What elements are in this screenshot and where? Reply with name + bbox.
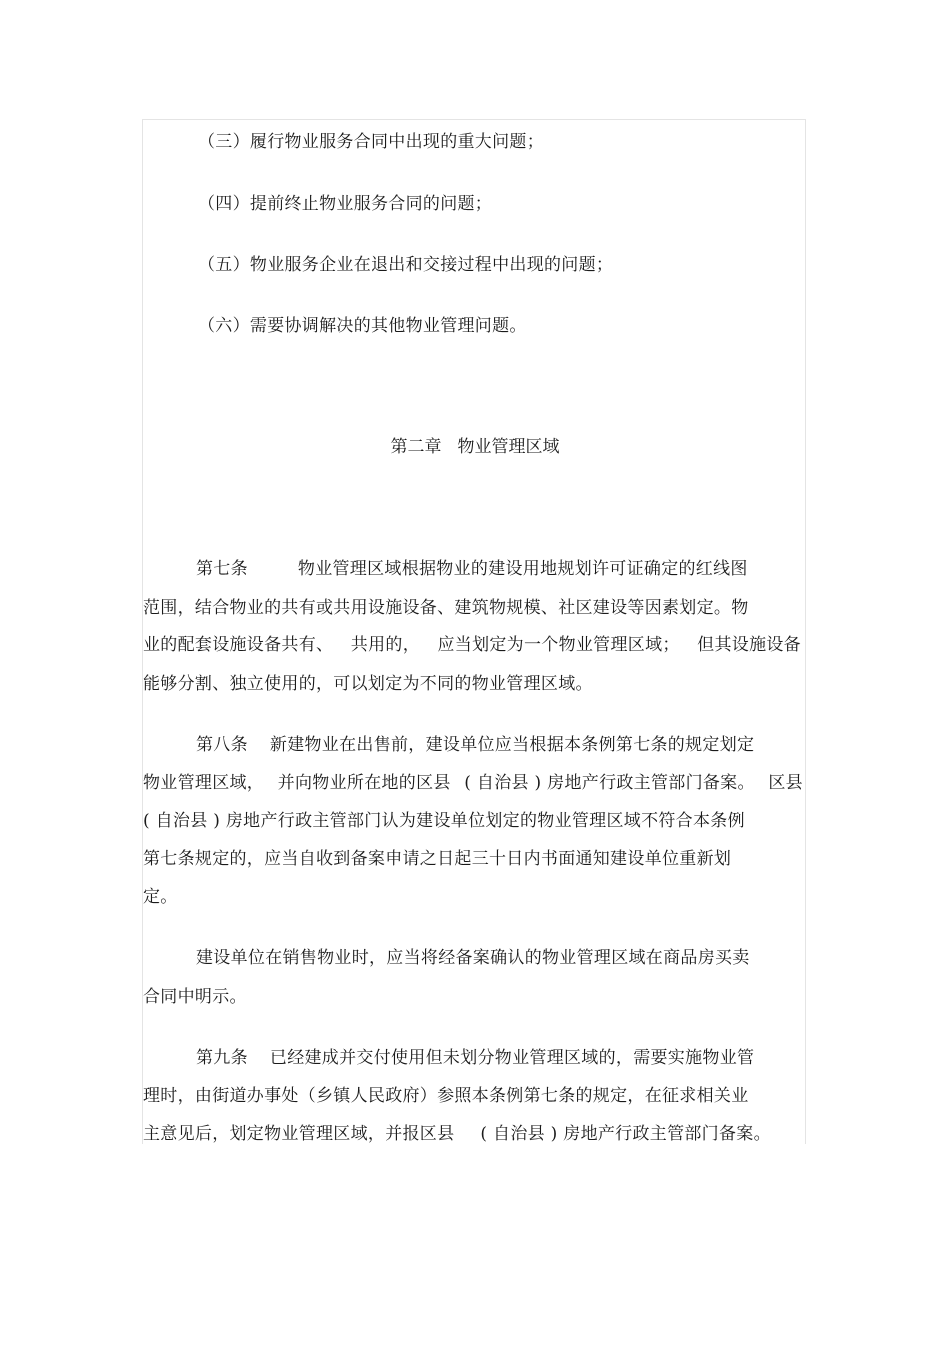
article-8-para2-line-1: 建设单位在销售物业时，应当将经备案确认的物业管理区域在商品房买卖 <box>196 948 750 968</box>
list-item-6: （六）需要协调解决的其他物业管理问题。 <box>198 316 527 336</box>
chapter-title <box>0 436 950 458</box>
article-7-line-2: 范围，结合物业的共有或共用设施设备、建筑物规模、社区建设等因素划定。物 <box>143 598 749 618</box>
article-8-line-4: 第七条规定的，应当自收到备案申请之日起三十日内书面通知建设单位重新划 <box>143 849 732 869</box>
list-item-5: （五）物业服务企业在退出和交接过程中出现的问题； <box>198 255 614 275</box>
article-8-text: 新建物业在出售前，建设单位应当根据本条例第七条的规定划定 <box>269 735 755 755</box>
article-8-first-line <box>196 734 754 756</box>
article-7-seg-b: 共用的， <box>350 635 420 655</box>
article-7-line-3 <box>143 634 801 656</box>
article-8-seg-b: 并向物业所在地的区县 <box>277 773 451 793</box>
article-8-para2-line-2: 合同中明示。 <box>143 987 247 1007</box>
article-7-text: 物业管理区域根据物业的建设用地规划许可证确定的红线图 <box>297 559 748 579</box>
article-9-seg-b: ( 自治县 ) 房地产行政主管部门备案。 <box>480 1124 771 1144</box>
article-9-label: 第九条 <box>196 1048 248 1068</box>
chapter-number: 第二章 <box>390 437 442 457</box>
article-9-line-2: 理时，由街道办事处（乡镇人民政府）参照本条例第七条的规定，在征求相关业 <box>143 1086 749 1106</box>
article-9-line-3 <box>143 1123 771 1145</box>
article-9-text: 已经建成并交付使用但未划分物业管理区域的，需要实施物业管 <box>269 1048 755 1068</box>
article-8-seg-d: 区县 <box>768 773 803 793</box>
article-9-seg-a: 主意见后，划定物业管理区域，并报区县 <box>143 1124 455 1144</box>
article-7-line-4: 能够分割、独立使用的，可以划定为不同的物业管理区域。 <box>143 674 593 694</box>
chapter-name: 物业管理区域 <box>457 437 560 457</box>
list-item-3: （三）履行物业服务合同中出现的重大问题； <box>198 132 544 152</box>
article-8-line-5: 定。 <box>143 887 178 907</box>
article-7-first-line <box>196 558 748 580</box>
article-7-label: 第七条 <box>196 559 248 579</box>
article-9-first-line <box>196 1047 754 1069</box>
article-8-seg-a: 物业管理区域， <box>143 773 265 793</box>
article-7-seg-d: 但其设施设备 <box>697 635 801 655</box>
article-8-seg-c: ( 自治县 ) 房地产行政主管部门备案。 <box>464 773 755 793</box>
list-item-4: （四）提前终止物业服务合同的问题； <box>198 194 493 214</box>
article-8-label: 第八条 <box>196 735 248 755</box>
article-7-seg-a: 业的配套设施设备共有、 <box>143 635 334 655</box>
article-7-seg-c: 应当划定为一个物业管理区域； <box>437 635 680 655</box>
article-8-line-3: ( 自治县 ) 房地产行政主管部门认为建设单位划定的物业管理区域不符合本条例 <box>143 811 745 831</box>
article-8-line-2 <box>143 772 803 794</box>
